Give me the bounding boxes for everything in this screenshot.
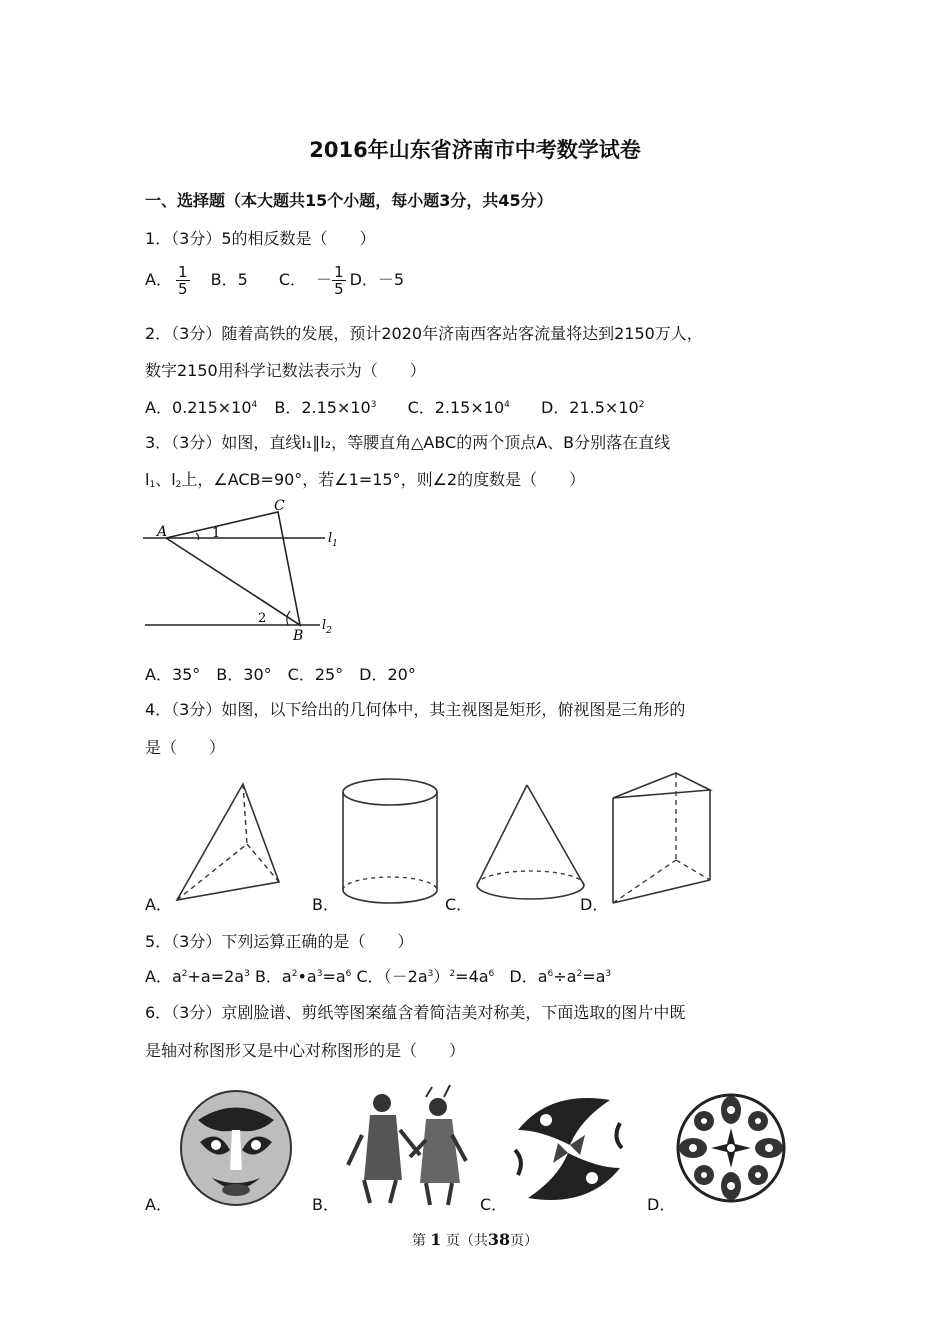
fraction-denominator: 5	[334, 280, 344, 298]
superscript: 6	[547, 969, 554, 979]
question-2-stem-line2: 数字2150用科学记数法表示为（ ）	[145, 361, 426, 380]
option-d: D．－5	[349, 270, 405, 289]
vertex-b-label: B	[293, 628, 304, 644]
superscript: 2	[291, 969, 298, 979]
line-l2-label: $l_2$	[322, 618, 332, 636]
q4-option-c-label: C．	[445, 895, 473, 914]
question-5-stem: 5．（3分）下列运算正确的是（ ）	[145, 932, 414, 951]
q6-option-c-label: C．	[480, 1195, 508, 1214]
fraction-numerator: 1	[177, 263, 188, 281]
question-1-stem: 1．（3分）5的相反数是（ ）	[145, 229, 376, 248]
footer-text: 页（共	[445, 1233, 488, 1249]
page-footer	[0, 1230, 950, 1250]
page-number: 1	[430, 1230, 442, 1249]
total-pages: 38	[487, 1230, 511, 1249]
subscript: 2	[175, 480, 182, 490]
option-b	[274, 398, 376, 417]
question-6-stem-line1: 6．（3分）京剧脸谱、剪纸等图案蕴含着简洁美对称美，下面选取的图片中既	[145, 1003, 686, 1022]
triangle-abc	[166, 512, 300, 625]
fraction-numerator: 1	[334, 263, 344, 281]
option-c-exponent: 4	[504, 400, 510, 410]
q4-option-a-label: A．	[145, 895, 172, 914]
option-c-base: C．2.15×10	[407, 398, 505, 417]
footer-text: 页）	[510, 1233, 539, 1249]
q6-option-d-label: D．	[647, 1195, 676, 1214]
option-d	[509, 967, 611, 986]
cylinder-figure	[340, 775, 445, 910]
option-c-fraction	[332, 264, 346, 297]
option-text: A．a	[145, 967, 182, 986]
angle-1-arc	[196, 533, 199, 540]
q4-option-d-label: D．	[580, 895, 609, 914]
angle-1-label: 1	[212, 526, 221, 541]
superscript: 3	[427, 969, 434, 979]
option-a	[145, 398, 257, 417]
paper-cut-figures-image	[340, 1085, 470, 1210]
superscript: 2	[576, 969, 583, 979]
option-b-base: B．2.15×10	[274, 398, 371, 417]
line-l-text: l	[145, 470, 150, 489]
option-d	[541, 398, 644, 417]
question-2-stem-line1: 2．（3分）随着高铁的发展，预计2020年济南西客站客流量将达到2150万人，	[145, 324, 703, 343]
page-title: 2016年山东省济南市中考数学试卷	[309, 138, 641, 162]
option-b-exponent: 3	[370, 400, 377, 410]
q6-option-a-label: A．	[145, 1195, 172, 1214]
option-text: D．a	[509, 967, 548, 986]
option-a	[145, 967, 250, 986]
option-a-fraction	[176, 264, 190, 297]
option-a-base: A．0.215×10	[145, 398, 252, 417]
question-5-options	[145, 964, 611, 987]
paper-cut-flower-image	[675, 1092, 787, 1204]
triangular-prism-figure	[608, 768, 718, 913]
triangle-parallel-lines-figure	[140, 495, 350, 645]
option-d-exponent: 2	[638, 400, 645, 410]
vertex-a-label: A	[157, 524, 168, 540]
option-text: ÷a	[553, 967, 577, 986]
option-c-sign: －	[316, 270, 333, 289]
angle-2-label: 2	[258, 611, 267, 626]
option-text: +a=2a	[187, 967, 245, 986]
q4-option-b-label: B．	[312, 895, 339, 914]
option-c	[357, 967, 495, 986]
superscript: 3	[244, 969, 250, 979]
question-3-stem-line1: 3．（3分）如图，直线l₁∥l₂，等腰直角△ABC的两个顶点A、B分别落在直线	[145, 433, 671, 452]
superscript: 2	[181, 969, 188, 979]
superscript: 6	[345, 969, 352, 979]
option-text: •a	[297, 967, 317, 986]
option-c-label: C．	[278, 270, 307, 289]
tetrahedron-figure	[175, 780, 287, 905]
opera-mask-image	[178, 1090, 298, 1210]
cone-figure	[472, 780, 592, 910]
option-b	[255, 967, 351, 986]
section-heading: 一、选择题（本大题共15个小题，每小题3分，共45分）	[145, 191, 553, 210]
vertex-c-label: C	[274, 498, 285, 514]
option-text: ）	[433, 967, 450, 986]
option-text: =a	[322, 967, 346, 986]
option-a-label: A．	[145, 270, 172, 289]
question-4-stem-line2: 是（ ）	[145, 738, 226, 757]
question-3-options: A．35° B．30° C．25° D．20°	[145, 665, 416, 684]
question-4-stem-line1: 4．（3分）如图，以下给出的几何体中，其主视图是矩形，俯视图是三角形的	[145, 700, 686, 719]
option-c	[408, 398, 510, 417]
superscript: 3	[605, 969, 612, 979]
option-text: B．a	[254, 967, 292, 986]
option-text: C．（－2a	[356, 967, 428, 986]
option-text: =4a	[455, 967, 489, 986]
q6-option-b-label: B．	[312, 1195, 339, 1214]
subscript: 1	[149, 480, 156, 490]
question-2-options	[145, 395, 644, 418]
question-6-stem-line2: 是轴对称图形又是中心对称图形的是（ ）	[145, 1041, 466, 1060]
question-3-stem-line2	[145, 467, 585, 490]
superscript: 2	[449, 969, 456, 979]
line-l1-label: $l_1$	[328, 531, 338, 549]
line-l-text: 、l	[155, 470, 176, 489]
footer-text: 第	[411, 1233, 426, 1249]
superscript: 3	[316, 969, 323, 979]
option-a-exponent: 4	[251, 400, 258, 410]
option-text: =a	[582, 967, 606, 986]
question-3-condition: 上，∠ACB=90°，若∠1=15°，则∠2的度数是（ ）	[181, 470, 586, 489]
option-b: B．5	[210, 270, 248, 289]
fraction-denominator: 5	[177, 280, 188, 298]
paper-cut-fish-image	[510, 1090, 628, 1208]
superscript: 6	[488, 969, 495, 979]
option-d-base: D．21.5×10	[540, 398, 639, 417]
question-1-options	[145, 264, 404, 297]
